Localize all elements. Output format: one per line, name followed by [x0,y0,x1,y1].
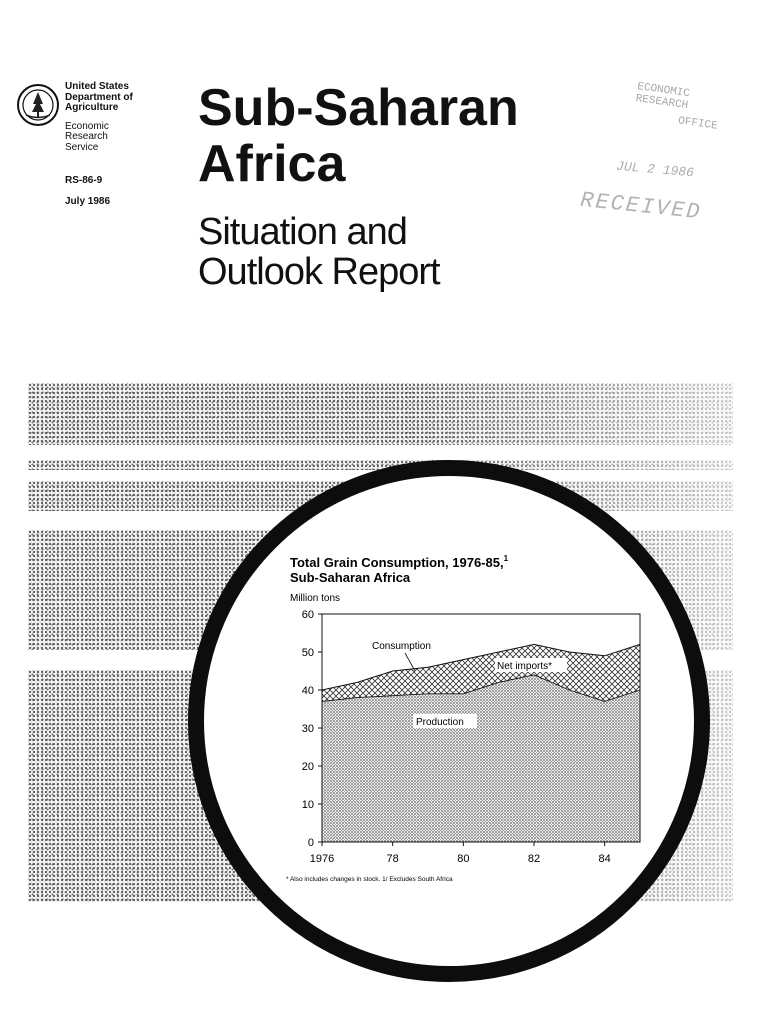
production-annotation: Production [416,717,464,728]
x-tick-label: 84 [598,853,611,865]
chart-title-footnote-mark: 1 [503,554,509,563]
y-tick-label: 60 [301,609,314,621]
y-tick-label: 10 [301,799,314,811]
chart-title: Total Grain Consumption, 1976-85,$^1$ [290,554,509,570]
x-tick-label: 78 [386,853,399,865]
y-tick-label: 30 [301,723,314,735]
chart-subtitle: Sub-Saharan Africa [290,570,411,585]
service-name: Economic Research Service [65,120,109,153]
y-tick-label: 50 [301,647,314,659]
consumption-annotation: Consumption [372,641,431,652]
stamp-line-4: RECEIVED [579,187,703,226]
report-date: July 1986 [65,195,111,207]
stamp-line-1: ECONOMIC RESEARCH [634,81,691,113]
report-id: RS-86-9 [65,174,103,186]
y-axis-label: Million tons [290,593,341,604]
production-area [322,675,640,842]
chart-footnote: * Also includes changes in stock. 1/ Excludes South Africa [286,876,453,883]
plot-area [302,609,640,865]
y-tick-label: 40 [301,685,314,697]
consumption-leader-line [405,653,415,671]
x-tick-label: 1976 [309,853,335,865]
x-tick-label: 80 [457,853,470,865]
x-tick-label: 82 [527,853,541,865]
stamp-line-2: OFFICE [677,115,719,133]
department-name: United States Department of Agriculture [65,81,133,113]
net-imports-annotation: Net imports* [497,661,553,672]
title-line-1: Sub-Saharan [198,79,519,137]
title-line-2: Africa [198,135,346,193]
y-tick-label: 0 [307,837,314,849]
y-tick-label: 20 [301,761,314,773]
report-subtitle: Situation and Outlook Report [198,211,440,293]
stamp-line-3: JUL 2 1986 [615,158,695,181]
